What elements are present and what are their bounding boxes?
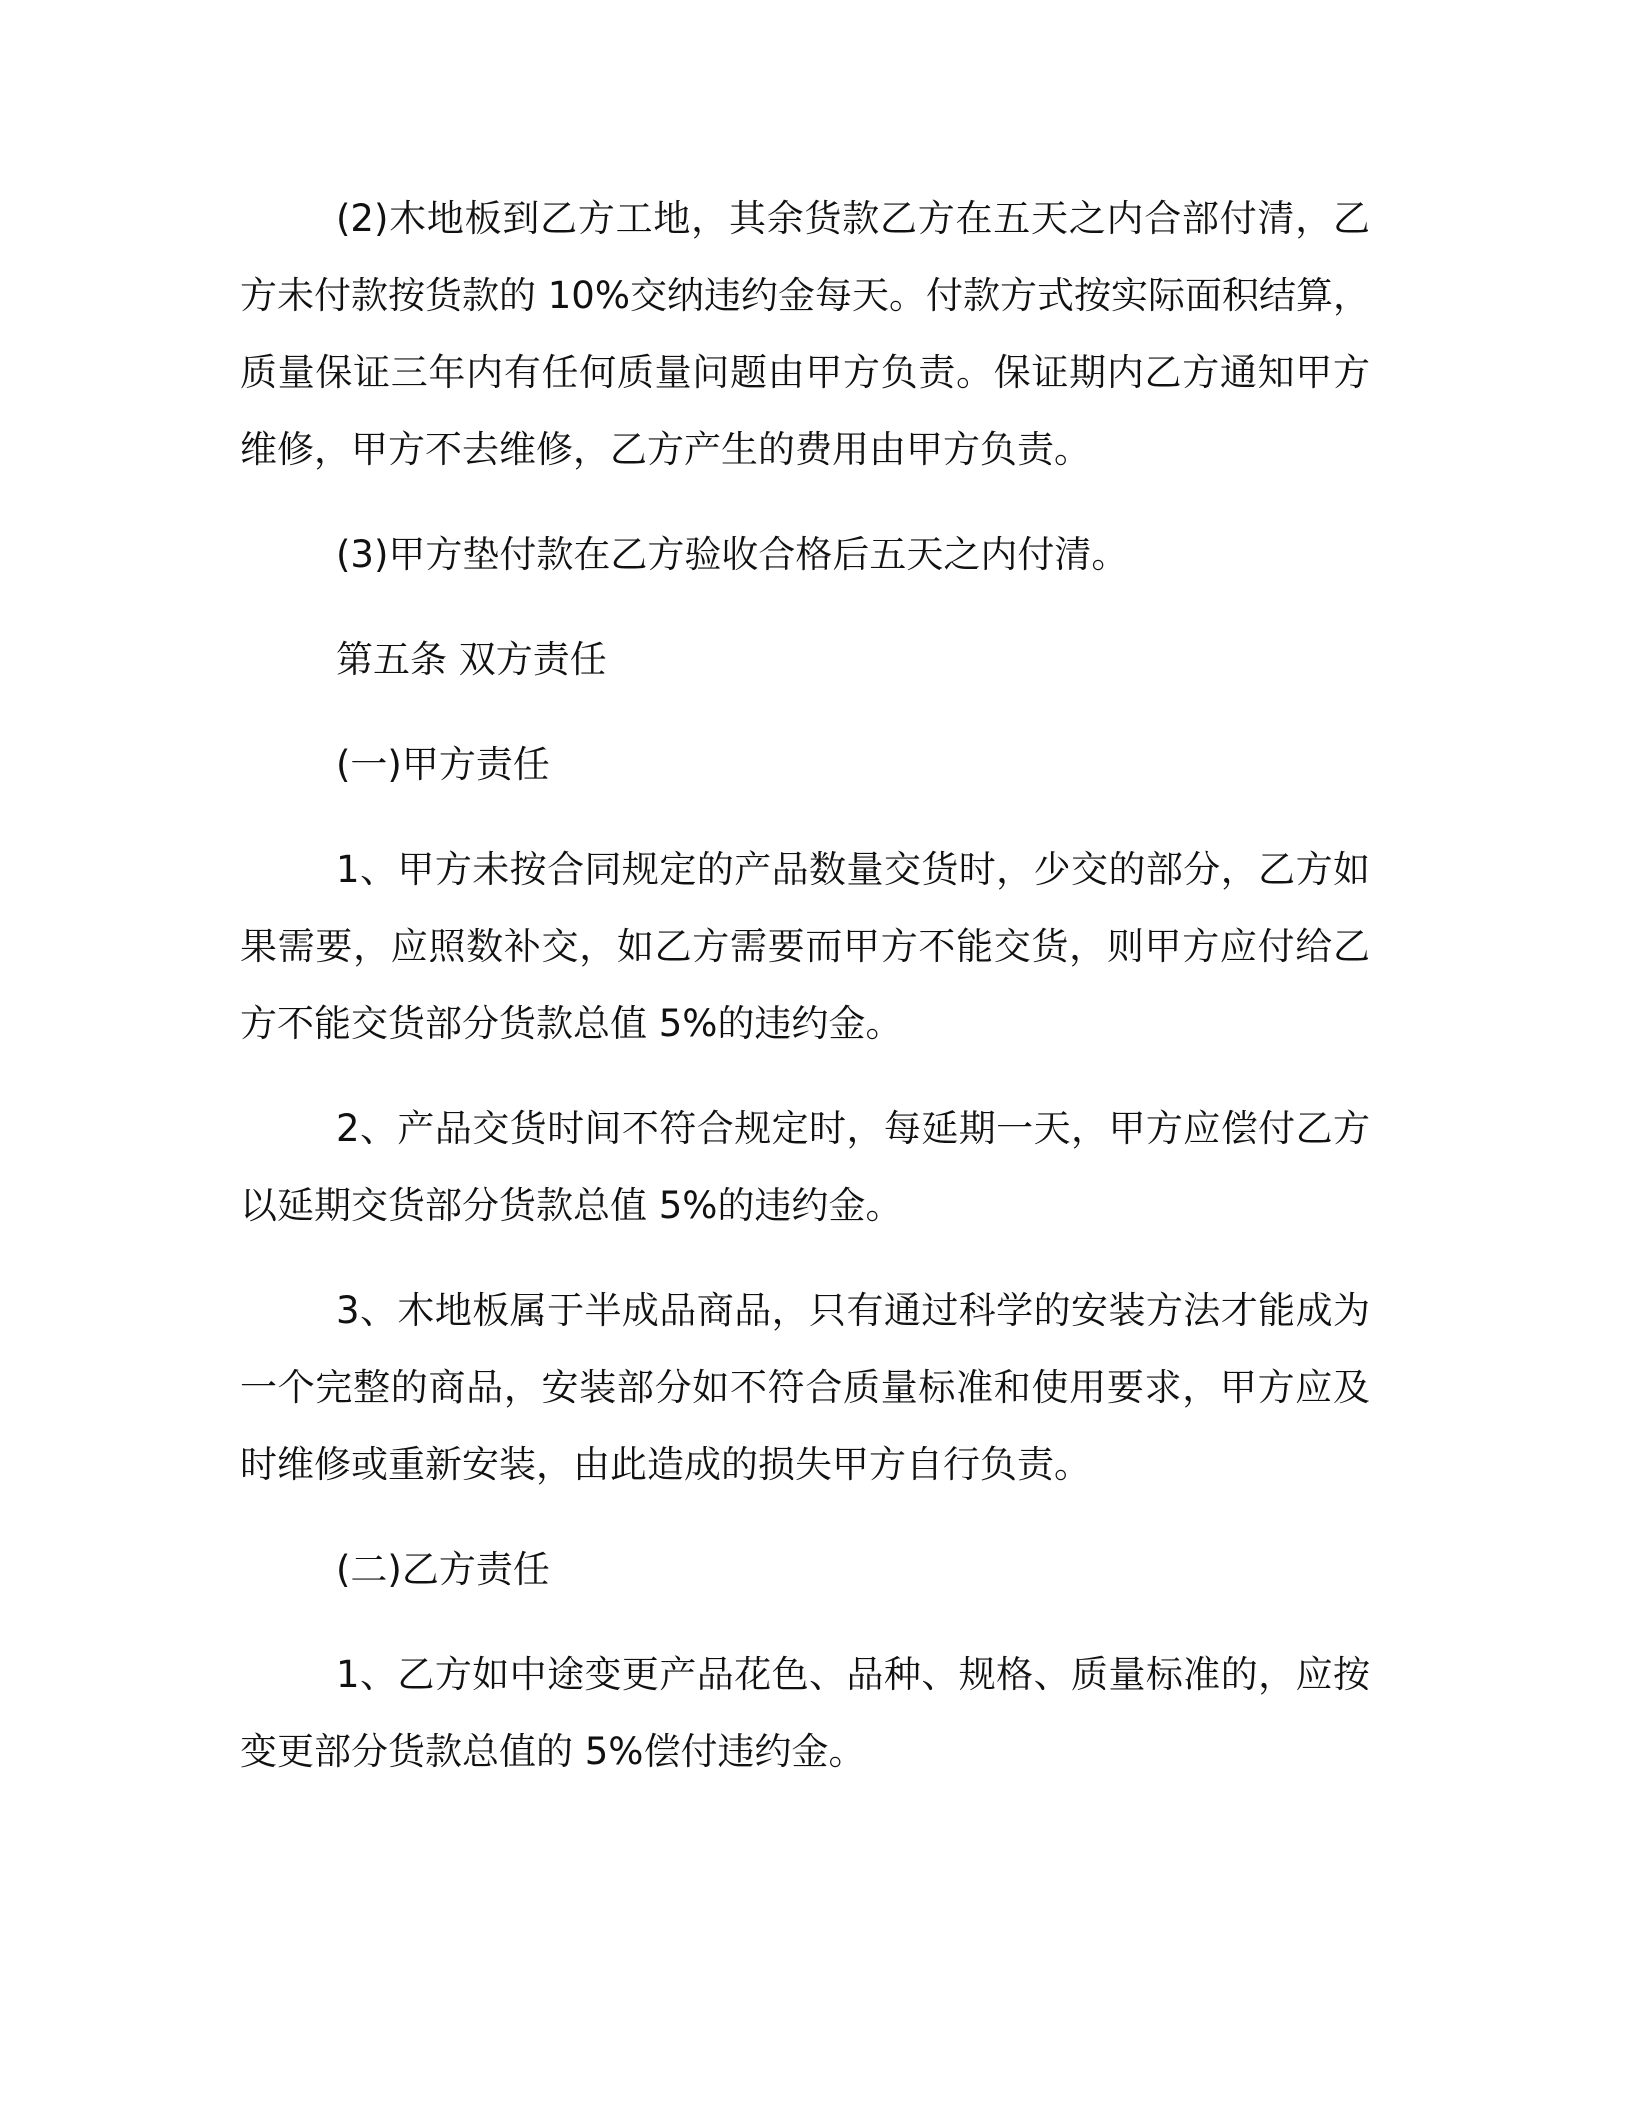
paragraph-party-b-clause-1: 1、乙方如中途变更产品花色、品种、规格、质量标准的，应按变更部分货款总值的 5%偿付违约金。 — [240, 1653, 1370, 1773]
paragraph-party-a-clause-2: 2、产品交货时间不符合规定时，每延期一天，甲方应偿付乙方以延期交货部分货款总值 5%的违约金。 — [240, 1107, 1370, 1227]
section-heading-party-b: (二)乙方责任 — [336, 1548, 550, 1591]
section-heading-party-a: (一)甲方责任 — [336, 743, 550, 786]
article-heading: 第五条 双方责任 — [336, 638, 607, 681]
paragraph-advance-payment: (3)甲方垫付款在乙方验收合格后五天之内付清。 — [336, 533, 1129, 576]
paragraph-party-a-clause-3: 3、木地板属于半成品商品，只有通过科学的安装方法才能成为一个完整的商品，安装部分如不符合质量标准和使用要求，甲方应及时维修或重新安装，由此造成的损失甲方自行负责。 — [240, 1289, 1370, 1486]
paragraph-party-a-clause-1: 1、甲方未按合同规定的产品数量交货时，少交的部分，乙方如果需要，应照数补交，如乙方需要而甲方不能交货，则甲方应付给乙方不能交货部分货款总值 5%的违约金。 — [240, 848, 1370, 1045]
document-body — [240, 180, 1370, 1818]
paragraph-payment-balance: (2)木地板到乙方工地，其余货款乙方在五天之内合部付清，乙方未付款按货款的 10%交纳违约金每天。付款方式按实际面积结算，质量保证三年内有任何质量问题由甲方负责。保证期内乙方通知甲方维修，甲方不去维修，乙方产生的费用由甲方负责。 — [240, 197, 1370, 471]
